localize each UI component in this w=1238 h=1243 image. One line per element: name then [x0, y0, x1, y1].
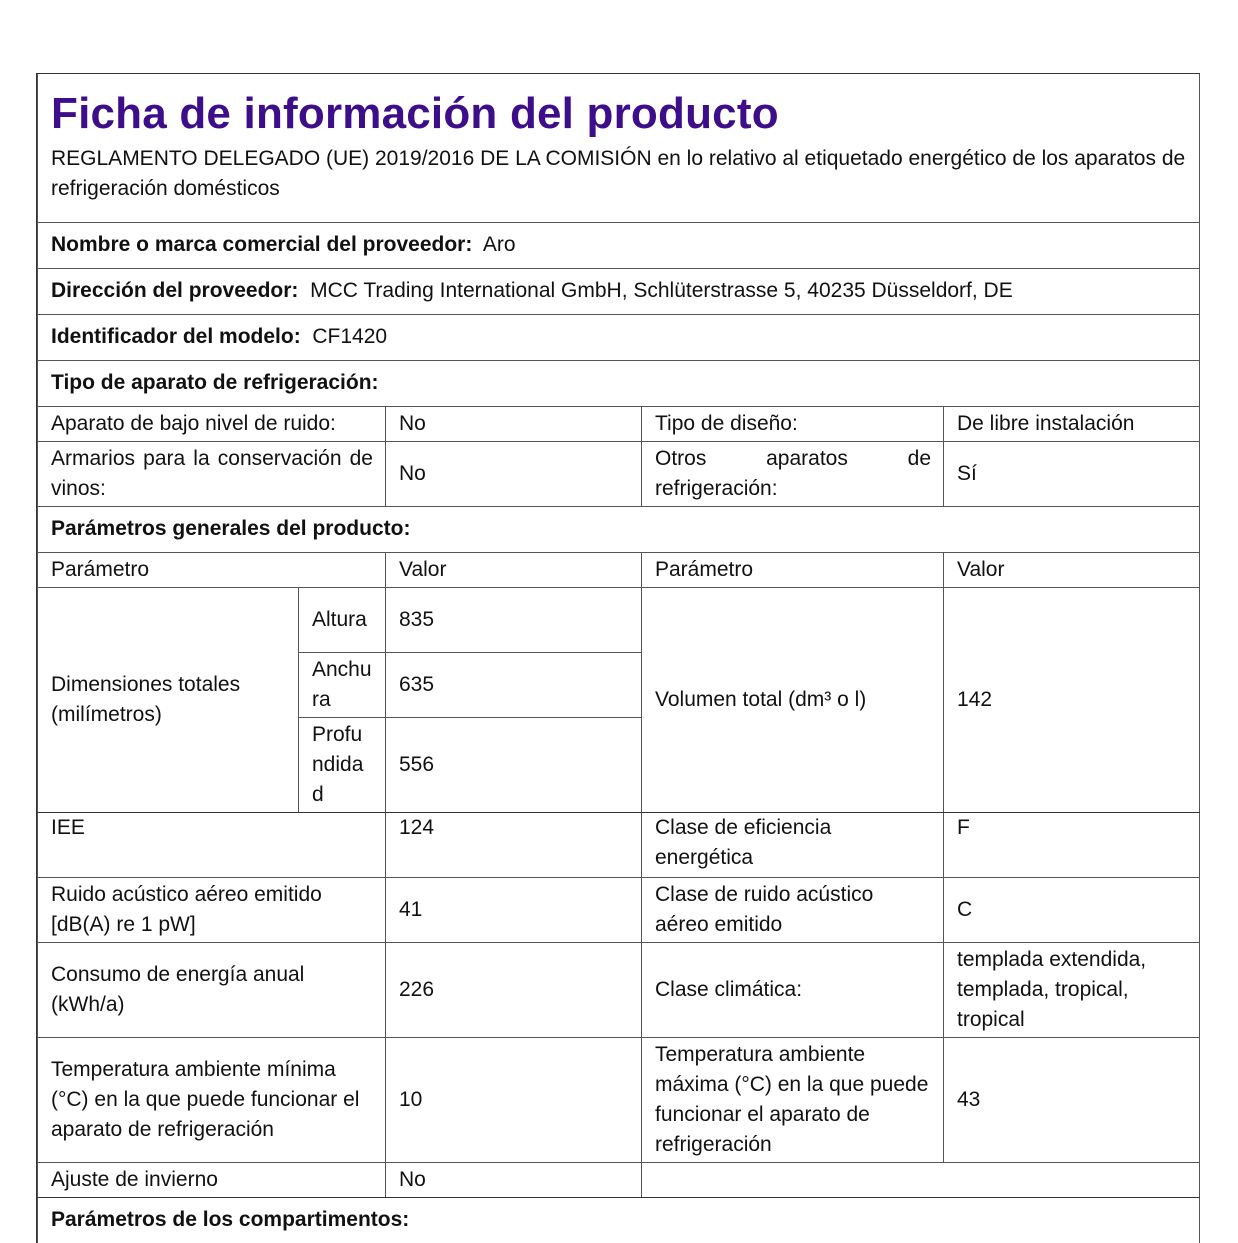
column-header-value-2: Valor	[944, 552, 1200, 587]
model-id-row	[38, 314, 1200, 360]
wine-storage-value: No	[386, 441, 642, 506]
supplier-name-label: Nombre o marca comercial del proveedor:	[51, 233, 473, 256]
supplier-name-value: Aro	[482, 233, 516, 256]
supplier-address-row	[38, 268, 1200, 314]
compartments-header	[38, 1197, 1200, 1243]
noise-class-value: C	[944, 877, 1200, 942]
model-id-value: CF1420	[312, 325, 388, 348]
climate-class-value: templada extendida, templada, tropical, tropical	[944, 942, 1200, 1037]
other-appliance-value: Sí	[944, 441, 1200, 506]
width-label: Anchura	[299, 652, 386, 717]
annual-energy-value: 226	[386, 942, 642, 1037]
info-table	[37, 74, 1200, 1243]
column-header-value-1: Valor	[386, 552, 642, 587]
appliance-type-header-text: Tipo de aparato de refrigeración:	[51, 371, 379, 394]
noise-class-label: Clase de ruido acústico aéreo emitido	[642, 877, 944, 942]
design-type-label: Tipo de diseño:	[642, 406, 944, 441]
column-header-parameter-1: Parámetro	[38, 552, 386, 587]
winter-setting-value: No	[386, 1162, 642, 1197]
winter-setting-label: Ajuste de invierno	[38, 1162, 386, 1197]
title-block	[38, 74, 1200, 222]
min-temperature-label: Temperatura ambiente mínima (°C) en la que puede funcionar el aparato de refrigeración	[38, 1037, 386, 1162]
noise-label: Ruido acústico aéreo emitido [dB(A) re 1 pW]	[38, 877, 386, 942]
energy-class-value: F	[944, 812, 1200, 877]
supplier-name-row	[38, 222, 1200, 268]
volume-label: Volumen total (dm³ o l)	[642, 587, 944, 812]
volume-value: 142	[944, 587, 1200, 812]
depth-value: 556	[386, 717, 642, 812]
compartments-header-text: Parámetros de los compartimentos:	[51, 1208, 410, 1232]
empty-cell	[642, 1162, 1200, 1197]
min-temperature-value: 10	[386, 1037, 642, 1162]
iee-label: IEE	[38, 812, 386, 877]
iee-value: 124	[386, 812, 642, 877]
energy-class-label: Clase de eficiencia energética	[642, 812, 944, 877]
design-type-value: De libre instalación	[944, 406, 1200, 441]
other-appliance-label: Otros aparatos de refrigeración:	[642, 441, 944, 506]
wine-storage-label: Armarios para la conservación de vinos:	[38, 441, 386, 506]
noise-value: 41	[386, 877, 642, 942]
column-header-parameter-2: Parámetro	[642, 552, 944, 587]
general-parameters-header-text: Parámetros generales del producto:	[51, 517, 411, 540]
climate-class-label: Clase climática:	[642, 942, 944, 1037]
annual-energy-label: Consumo de energía anual (kWh/a)	[38, 942, 386, 1037]
height-label: Altura	[299, 587, 386, 652]
general-parameters-header	[38, 506, 1200, 552]
width-value: 635	[386, 652, 642, 717]
height-value: 835	[386, 587, 642, 652]
model-id-label: Identificador del modelo:	[51, 325, 301, 348]
depth-label: Profundidad	[299, 717, 386, 812]
appliance-type-header	[38, 360, 1200, 406]
product-information-sheet	[36, 73, 1200, 1243]
low-noise-value: No	[386, 406, 642, 441]
page-title: Ficha de información del producto	[51, 88, 779, 138]
low-noise-label: Aparato de bajo nivel de ruido:	[38, 406, 386, 441]
supplier-address-value: MCC Trading International GmbH, Schlüterstrasse 5, 40235 Düsseldorf, DE	[310, 279, 1013, 302]
max-temperature-label: Temperatura ambiente máxima (°C) en la que puede funcionar el aparato de refrigeración	[642, 1037, 944, 1162]
supplier-address-label: Dirección del proveedor:	[51, 279, 299, 302]
regulation-text: REGLAMENTO DELEGADO (UE) 2019/2016 DE LA COMISIÓN en lo relativo al etiquetado energético de los aparatos de refrigeración domésticos	[51, 146, 1186, 200]
dimensions-label: Dimensiones totales (milímetros)	[38, 587, 299, 812]
max-temperature-value: 43	[944, 1037, 1200, 1162]
